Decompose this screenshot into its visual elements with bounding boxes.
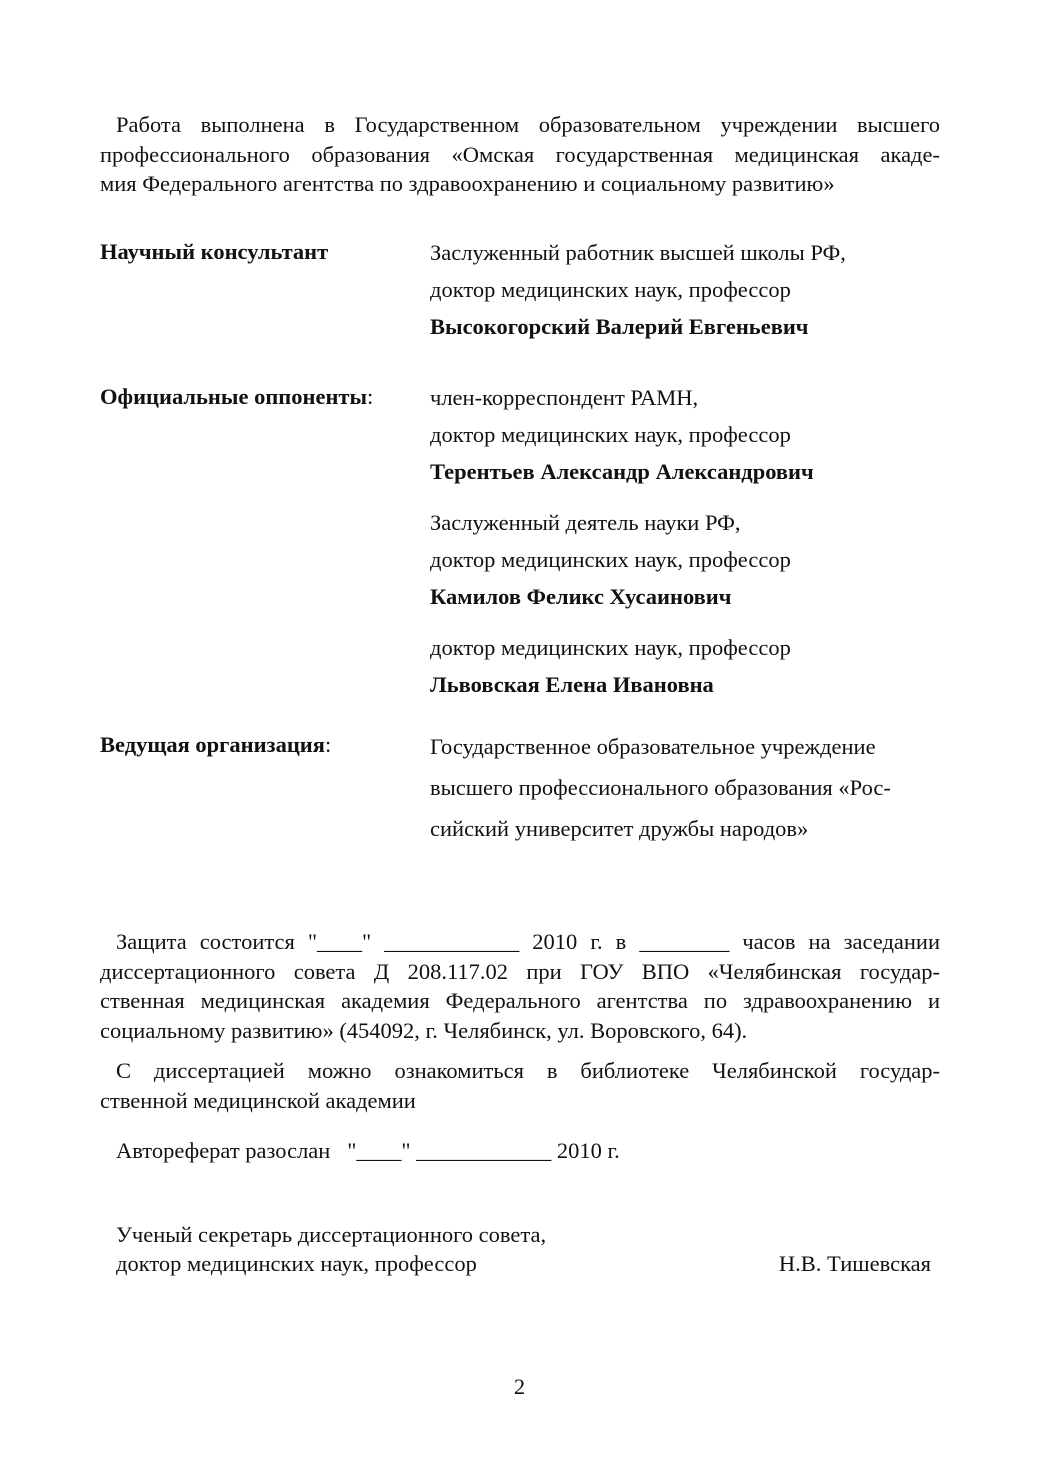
lead-org-line: Государственное образовательное учреждение <box>430 734 876 759</box>
intro-line: Работа выполнена в Государственном образовательном учреждении высшего <box>116 112 940 137</box>
consultant-block <box>430 234 846 345</box>
opponent-line: Заслуженный деятель науки РФ, <box>430 510 741 535</box>
opponent-line: доктор медицинских наук, профессор <box>430 422 791 447</box>
opponent-line: доктор медицинских наук, профессор <box>430 635 791 660</box>
page-number: 2 <box>513 1374 526 1399</box>
lead-org-block <box>430 726 891 849</box>
lead-org-label: Ведущая организация: <box>100 732 332 757</box>
consultant-line: доктор медицинских наук, профессор <box>430 277 791 302</box>
defense-line: социальному развитию» (454092, г. Челябинск, ул. Воровского, 64). <box>100 1017 748 1043</box>
secretary-title: Ученый секретарь диссертационного совета, <box>116 1222 547 1247</box>
consultant-line: Заслуженный работник высшей школы РФ, <box>430 240 846 265</box>
secretary-degree: доктор медицинских наук, профессор <box>116 1251 477 1276</box>
opponent-line: член-корреспондент РАМН, <box>430 385 699 410</box>
library-paragraph <box>100 1056 940 1115</box>
defense-line: ственная медицинская академия Федерального агентства по здравоохранению и <box>100 988 940 1013</box>
library-line: С диссертацией можно ознакомиться в библиотеке Челябинской государ- <box>116 1058 940 1083</box>
opponent-line: доктор медицинских наук, профессор <box>430 547 791 572</box>
defense-line: диссертационного совета Д 208.117.02 при ГОУ ВПО «Челябинская государ- <box>100 958 940 984</box>
abstract-sent-line: Автореферат разослан "____" ____________ 2010 г. <box>116 1138 620 1163</box>
secretary-name: Н.В. Тишевская <box>778 1251 931 1276</box>
opponent-name: Камилов Феликс Хусаинович <box>430 584 732 609</box>
defense-line: Защита состоится "____" ____________ 2010 г. в ________ часов на заседании <box>116 929 940 954</box>
intro-line: профессионального образования «Омская государственная медицинская акаде- <box>100 141 940 167</box>
lead-org-line: высшего профессионального образования «Рос- <box>430 775 891 800</box>
opponent-name: Львовская Елена Ивановна <box>430 672 714 697</box>
consultant-name: Высокогорский Валерий Евгеньевич <box>430 314 809 339</box>
opponent-block-3 <box>430 629 791 703</box>
intro-paragraph <box>100 110 940 199</box>
opponent-block-2 <box>430 504 791 615</box>
opponent-block-1 <box>430 379 814 490</box>
intro-line: мия Федерального агентства по здравоохранению и социальному развитию» <box>100 171 835 196</box>
consultant-label: Научный консультант <box>100 239 329 264</box>
opponent-name: Терентьев Александр Александрович <box>430 459 814 484</box>
opponents-label: Официальные оппоненты: <box>100 384 374 409</box>
lead-org-line: сийский университет дружбы народов» <box>430 816 809 841</box>
library-line: ственной медицинской академии <box>100 1087 416 1113</box>
defense-paragraph <box>100 927 940 1045</box>
